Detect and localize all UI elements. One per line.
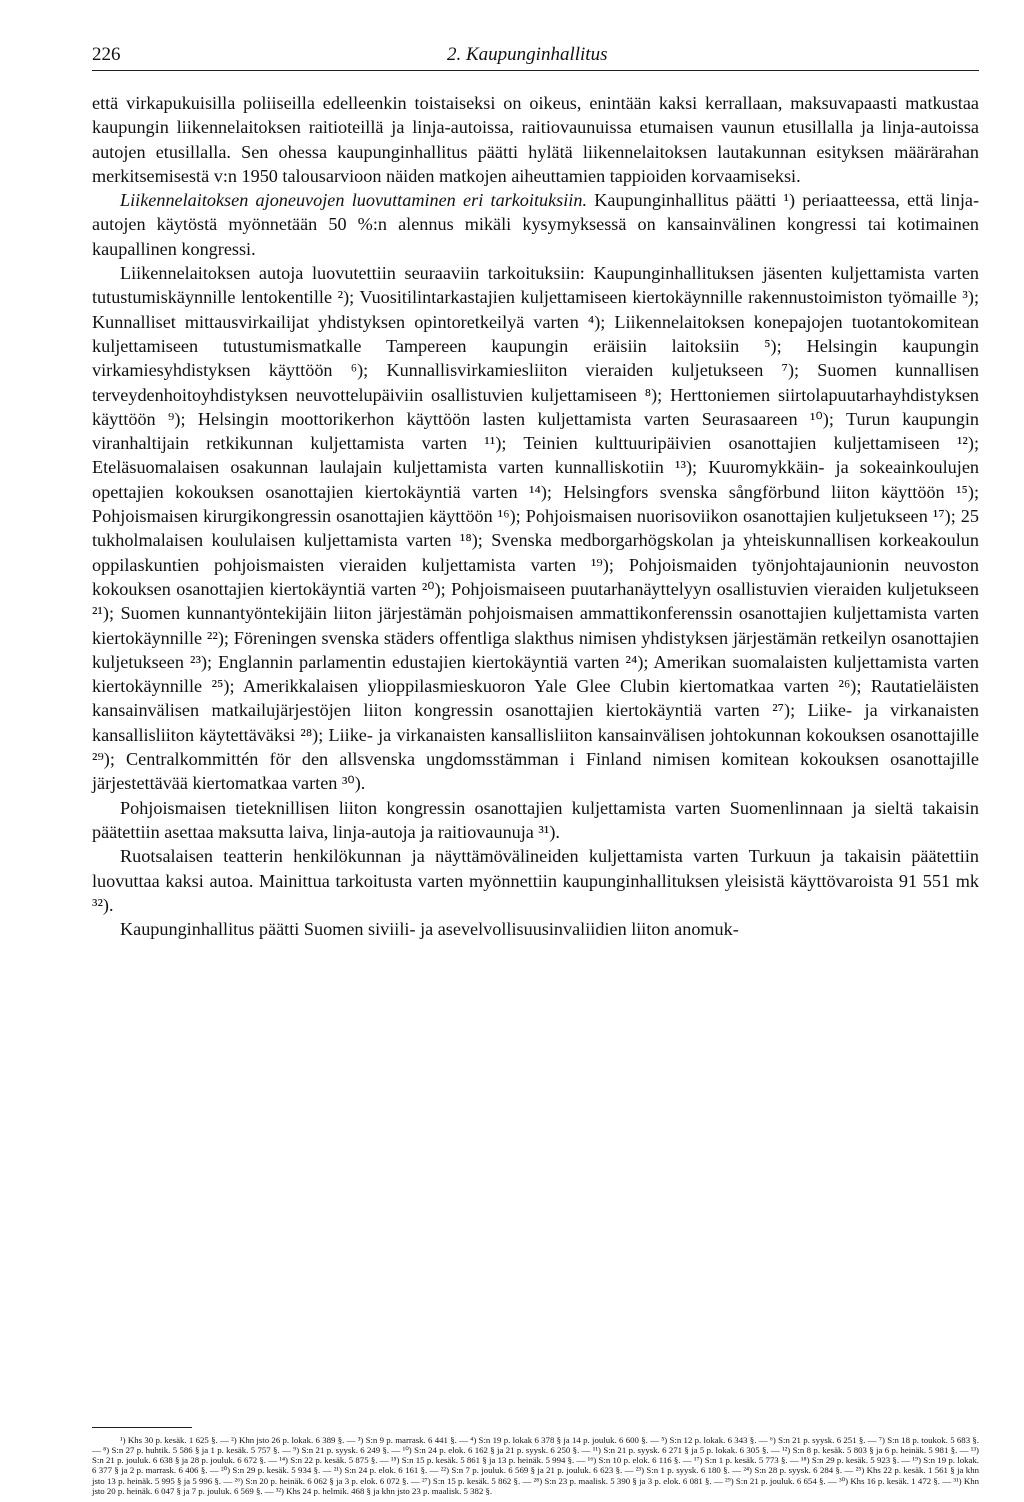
footnote-text: ¹) Khs 30 p. kesäk. 1 625 §. — ²) Khn jsto 26 p. lokak. 6 389 §. — ³) S:n 9 p. marrask. 6 441 §. — ⁴) S:n 19 p. lokak 6 378 § ja 14 p. jouluk. 6 600 §. — ⁵) S:n 12 p. lokak. 6 343 §. — ⁶) S:n 21 p. syysk. 6 251 §. — ⁷) S:n 18 p. toukok. 5 683 §. — ⁸) S:n 27 p. huhtik. 5 586 § ja 1 p. kesäk. 5 757 §. — ⁹) S:n 21 p. syysk. 6 249 §. — ¹⁰) S:n 24 p. elok. 6 162 § ja 21 p. syysk. 6 250 §. — ¹¹) S:n 21 p. syysk. 6 271 § ja 5 p. lokak. 6 305 §. — ¹²) S:n 8 p. kesäk. 5 803 § ja 6 p. heinäk. 5 981 §. — ¹³) S:n 21 p. jouluk. 6 638 § ja 28 p. jouluk. 6 672 §. — ¹⁴) S:n 22 p. kesäk. 5 875 §. — ¹⁵) S:n 15 p. kesäk. 5 861 § ja 13 p. heinäk. 5 994 §. — ¹⁶) S:n 10 p. elok. 6 116 §. — ¹⁷) S:n 1 p. kesäk. 5 773 §. — ¹⁸) S:n 29 p. kesäk. 5 923 §. — ¹⁹) S:n 19 p. lokak. 6 377 § ja 2 p. marrask. 6 406 §. — ²⁰) S:n 29 p. kesäk. 5 934 §. — ²¹) S:n 24 p. elok. 6 161 §. — ²²) S:n 7 p. jouluk. 6 569 § ja 21 p. jouluk. 6 623 §. — ²³) S:n 1 p. syysk. 6 180 §. — ²⁴) S:n 28 p. syysk. 6 284 §. — ²⁵) Khs 22 p. kesäk. 1 561 § ja khn jsto 13 p. heinäk. 5 995 § ja 5 996 §. — ²⁶) S:n 20 p. heinäk. 6 062 § ja 3 p. elok. 6 072 §. — ²⁷) S:n 15 p. kesäk. 5 862 §. — ²⁸) S:n 23 p. maalisk. 5 390 § ja 3 p. elok. 6 081 §. — ²⁹) S:n 21 p. jouluk. 6 654 §. — ³⁰) Khs 16 p. kesäk. 1 472 §. — ³¹) Khn jsto 20 p. heinäk. 6 047 § ja 7 p. jouluk. 6 569 §. — ³²) Khs 24 p. helmik. 468 § ja khn jsto 23 p. maalisk. 5 382 §.: [92, 1435, 979, 1496]
body-text: [92, 91, 979, 941]
page-number: 226: [92, 44, 121, 65]
section-heading: Liikennelaitoksen ajoneuvojen luovuttaminen eri tarkoituksiin.: [120, 190, 588, 211]
paragraph: [92, 188, 979, 261]
footnotes: [92, 1435, 979, 1496]
paragraph: Pohjoismaisen tieteknillisen liiton kongressin osanottajien kuljettamista varten Suomenlinnaan ja sieltä takaisin päätettiin asettaa maksutta laiva, linja-autoja ja raitiovaunuja ³¹).: [92, 797, 979, 842]
running-title: 2. Kaupunginhallitus: [447, 44, 608, 65]
paragraph: että virkapukuisilla poliiseilla edelleenkin toistaiseksi on oikeus, enintään kaksi kerrallaan, maksuvapaasti matkustaa kaupungin liikennelaitoksen raitioteillä ja linja-autoissa, raitiovaunuissa etumaisen vaunun etusillalla ja linja-autoissa autojen etusillalla. Sen ohessa kaupunginhallitus päätti hylätä liikennelaitoksen lautakunnan esityksen määrärahan merkitsemisestä v:n 1950 talousarvioon näiden matkojen aiheuttamien tappioiden korvaamiseksi.: [92, 93, 979, 186]
footnote-rule: [92, 1427, 192, 1428]
header-rule: [92, 70, 979, 71]
page-header: [92, 44, 979, 66]
paragraph: Ruotsalaisen teatterin henkilökunnan ja näyttämövälineiden kuljettamista varten Turkuun ja takaisin päätettiin luovuttaa kaksi autoa. Mainittua tarkoitusta varten myönnettiin kaupunginhallituksen yleisistä käyttövaroista 91 551 mk ³²).: [92, 846, 979, 915]
paragraph: Liikennelaitoksen autoja luovutettiin seuraaviin tarkoituksiin: Kaupunginhallituksen jäsenten kuljettamista varten tutustumiskäynnille lentokentille ²); Vuositilintarkastajien kuljettamiseen kiertokäynnille rakennustoimiston työmaille ³); Kunnalliset mittausvirkailijat yhdistyksen opintoretkeilyä varten ⁴); Liikennelaitoksen konepajojen tuotantokomitean kuljettamiseen tutustumismatkalle Tampereen kaupungin eräisiin laitoksiin ⁵); Helsingin kaupungin virkamiesyhdistyksen käyttöön ⁶); Kunnallisvirkamiesliiton vieraiden kuljetukseen ⁷); Suomen kunnallisen terveydenhoitoyhdistyksen neuvottelupäiviin osallistuvien kuljettamiseen ⁸); Herttoniemen siirtolapuutarhayhdistyksen käyttöön ⁹); Helsingin moottorikerhon käyttöön lasten kuljettamista varten Seurasaareen ¹⁰); Turun kaupungin viranhaltijain retkikunnan kuljettamista varten ¹¹); Teinien kulttuuripäivien osanottajien kuljettamiseen ¹²); Eteläsuomalaisen osakunnan laulajain kuljettamista varten kunnalliskotiin ¹³); Kuuromykkäin- ja sokeainkoulujen opettajien kokouksen osanottajien kiertokäyntiä varten ¹⁴); Helsingfors svenska sångförbund liiton käyttöön ¹⁵); Pohjoismaisen kirurgikongressin osanottajien käyttöön ¹⁶); Pohjoismaisen nuorisoviikon osanottajien kuljetukseen ¹⁷); 25 tukholmalaisen koululaisen kuljettamista varten ¹⁸); Svenska medborgarhögskolan ja yhteiskunnallisen korkeakoulun oppilaskuntien pohjoismaisten vieraiden kuljettamista varten ¹⁹); Pohjoismaiden työnjohtajaunionin neuvoston kokouksen osanottajien kiertokäyntiä varten ²⁰); Pohjoismaiseen puutarhanäyttelyyn osallistuvien vieraiden kuljetukseen ²¹); Suomen kunnantyöntekijäin liiton järjestämän pohjoismaisen ammattikonferenssin osanottajien kuljettamista varten kiertokäynnille ²²); Föreningen svenska städers offentliga slakthus nimisen yhdistyksen järjestämän retkeilyn osanottajien kuljetukseen ²³); Englannin parlamentin edustajien kiertokäyntiä varten ²⁴); Amerikan suomalaisten kuljettamista varten kiertokäynnille ²⁵); Amerikkalaisen ylioppilasmieskuoron Yale Glee Clubin kiertomatkaa varten ²⁶); Rautatieläisten kansainvälisen matkailujärjestöjen liiton kongressin osanottajien kiertokäyntiä varten ²⁷); Liike- ja virkanaisten kansallisliiton käytettäväksi ²⁸); Liike- ja virkanaisten kansallisliiton kansainvälisen johtokunnan kokouksen osanottajille ²⁹); Centralkommittén för den allsvenska ungdomsstämman i Finland nimisen komitean kokouksen osanottajille järjestettävää kiertomatkaa varten ³⁰).: [92, 263, 979, 794]
paragraph: Kaupunginhallitus päätti Suomen siviili- ja asevelvollisuusinvaliidien liiton anomuk-: [120, 919, 739, 940]
paragraph-text: Kaupunginhallitus päätti ¹) periaatteessa, että linja-autojen käytöstä myönnetään 50 %:n alennus mikäli kysymyksessä on kansainvälinen kongressi tai kotimainen kaupallinen kongressi.: [92, 190, 979, 259]
